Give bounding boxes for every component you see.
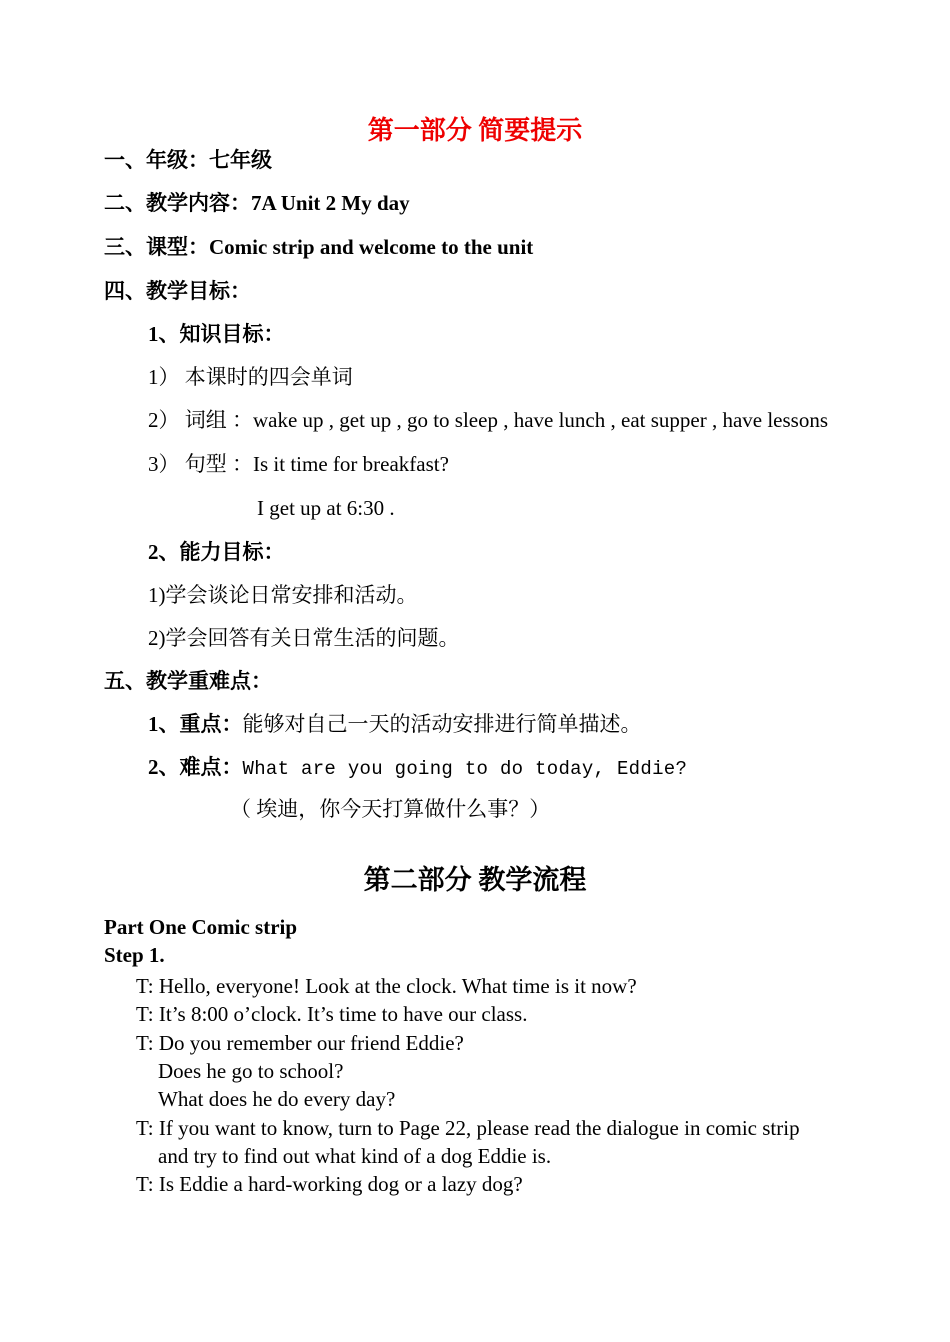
dialogue-line: T: Is Eddie a hard-working dog or a lazy dog?: [136, 1172, 523, 1196]
sentence-pattern-value-2: I get up at 6:30 .: [257, 496, 395, 520]
sentence-pattern-value: Is it time for breakfast?: [253, 452, 449, 476]
key-point-line: [148, 711, 642, 737]
ability-item-1: 1)学会谈论日常安排和活动。: [148, 583, 418, 607]
lesson-type-value: Comic strip and welcome to the unit: [209, 235, 534, 259]
ability-goals-label: 2、能力目标：: [148, 540, 285, 564]
knowledge-goals-label: 1、知识目标：: [148, 322, 285, 346]
content-line: [104, 190, 410, 216]
knowledge-item-3: [148, 451, 449, 477]
key-point-value: 能够对自己一天的活动安排进行简单描述。: [242, 712, 642, 736]
dialogue-line: T: If you want to know, turn to Page 22, please read the dialogue in comic strip: [136, 1116, 800, 1140]
difficult-point-label: 2、难点：: [148, 755, 243, 779]
knowledge-item-2: [148, 407, 828, 433]
part-one-heading: Part One Comic strip: [104, 915, 298, 939]
grade-value: 七年级: [209, 148, 272, 172]
ability-item-2: 2)学会回答有关日常生活的问题。: [148, 626, 460, 650]
difficult-point-translation: （ 埃迪，你今天打算做什么事？）: [230, 797, 551, 821]
dialogue-line: What does he do every day?: [158, 1087, 396, 1111]
lesson-type-label: 三、课型：: [104, 235, 209, 259]
grade-label: 一、年级：: [104, 148, 209, 172]
grade-line: [104, 147, 272, 173]
phrases-label: 2） 词组 ：: [148, 408, 253, 432]
dialogue-line: and try to find out what kind of a dog Eddie is.: [158, 1144, 552, 1168]
dialogue-line: T: It’s 8:00 o’clock. It’s time to have our class.: [136, 1002, 528, 1026]
difficult-point-value: What are you going to do today, Eddie?: [242, 758, 688, 780]
content-value: 7A Unit 2 My day: [251, 191, 410, 215]
goals-label: 四、教学目标：: [104, 279, 251, 303]
dialogue-line: Does he go to school?: [158, 1059, 344, 1083]
sentence-pattern-label: 3） 句型 ：: [148, 452, 253, 476]
lesson-type-line: [104, 234, 533, 260]
content-label: 二、教学内容：: [104, 191, 251, 215]
phrases-value: wake up , get up , go to sleep , have lunch , eat supper , have lessons: [253, 408, 829, 432]
key-point-label: 1、重点：: [148, 712, 243, 736]
knowledge-item-1: 1） 本课时的四会单词: [148, 365, 353, 389]
dialogue-line: T: Hello, everyone! Look at the clock. What time is it now?: [136, 974, 637, 998]
step-1-heading: Step 1.: [104, 943, 165, 967]
dialogue-line: T: Do you remember our friend Eddie?: [136, 1031, 464, 1055]
difficult-point-line: [148, 754, 687, 782]
section-heading-part1: 第一部分 简要提示: [367, 116, 583, 145]
section-heading-part2: 第二部分 教学流程: [363, 865, 587, 895]
key-points-label: 五、教学重难点：: [104, 669, 272, 693]
